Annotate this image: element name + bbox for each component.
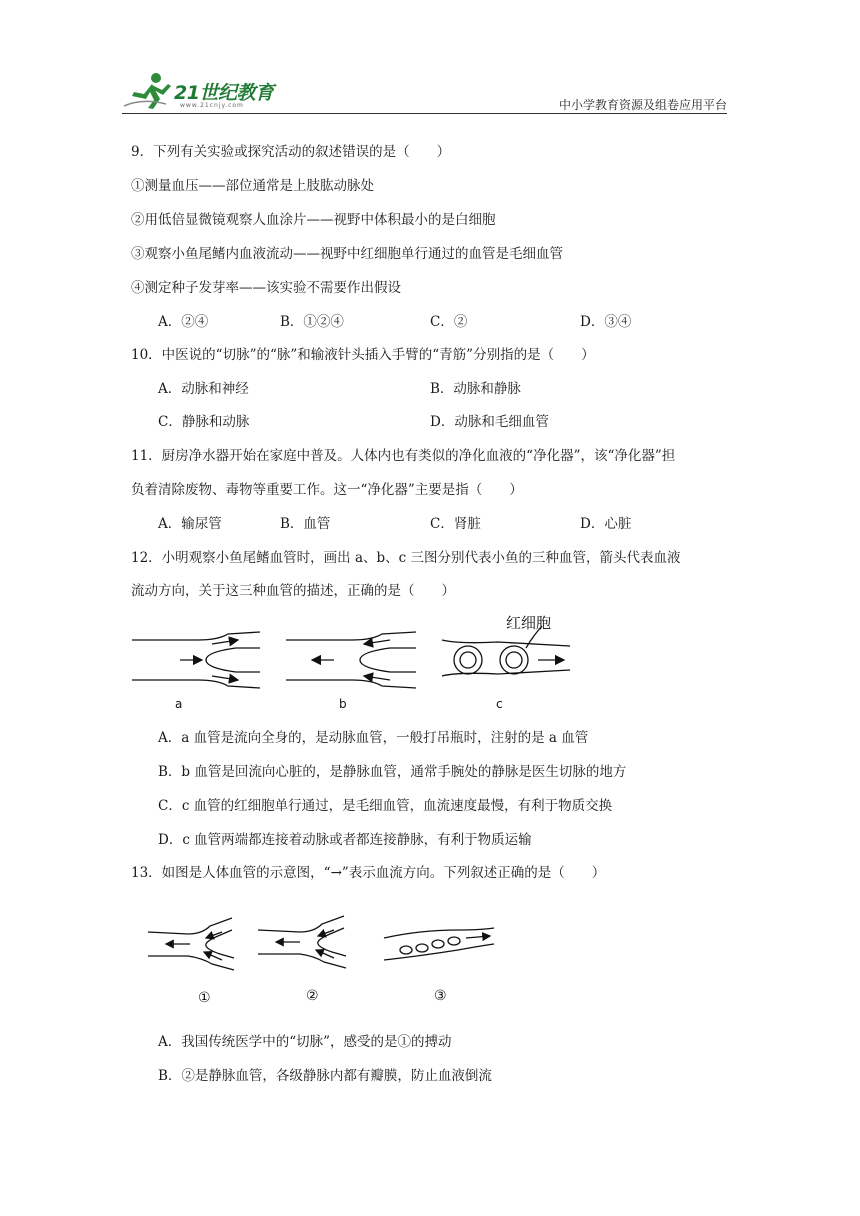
rbc-label: 红细胞 [506, 614, 552, 632]
q10-stem: 10．中医说的“切脉”的“脉”和输液针头插入手臂的“青筋”分别指的是（ ） [131, 347, 595, 363]
vessel-a-label: a [175, 697, 183, 711]
vessel-a-diagram [132, 632, 260, 688]
q11-stem-line2: 负着清除废物、毒物等重要工作。这一“净化器”主要是指（ ） [131, 482, 523, 498]
q11-stem-line1: 11．厨房净水器开始在家庭中普及。人体内也有类似的净化血液的“净化器”，该“净化器”担 [131, 448, 676, 464]
q10-option-b[interactable]: B．动脉和静脉 [430, 381, 521, 397]
platform-title: 中小学教育资源及组卷应用平台 [558, 98, 727, 112]
q9-item-2: ②用低倍显微镜观察人血涂片——视野中体积最小的是白细胞 [131, 212, 496, 228]
vessel-3-label: ③ [434, 988, 447, 1004]
vessel-b-diagram [286, 632, 416, 688]
vessel-2-diagram [258, 916, 346, 968]
q9-option-c[interactable]: C．② [430, 314, 468, 330]
q13-option-a[interactable]: A．我国传统医学中的“切脉”，感受的是①的搏动 [158, 1034, 452, 1050]
vessel-1-diagram [148, 918, 234, 970]
q10-option-d[interactable]: D．动脉和毛细血管 [430, 414, 549, 430]
q12-stem-line2: 流动方向，关于这三种血管的描述，正确的是（ ） [131, 583, 455, 599]
q12-option-b[interactable]: B．b 血管是回流向心脏的，是静脉血管，通常手腕处的静脉是医生切脉的地方 [158, 764, 627, 780]
q11-option-b[interactable]: B．血管 [280, 516, 331, 532]
q9-stem: 9．下列有关实验或探究活动的叙述错误的是（ ） [131, 144, 451, 160]
q9-item-3: ③观察小鱼尾鳍内血液流动——视野中红细胞单行通过的血管是毛细血管 [131, 246, 563, 262]
q11-option-a[interactable]: A．输尿管 [158, 516, 222, 532]
site-logo [122, 70, 292, 112]
q12-stem-line1: 12．小明观察小鱼尾鳍血管时，画出 a、b、c 三图分别代表小鱼的三种血管，箭头代表血液 [131, 550, 681, 566]
q9-option-b[interactable]: B．①②④ [280, 314, 344, 330]
q9-option-d[interactable]: D．③④ [580, 314, 632, 330]
logo-text: 21世纪教育 [174, 82, 274, 104]
page-header [122, 70, 727, 115]
q10-option-c[interactable]: C．静脉和动脉 [158, 414, 250, 430]
q13-option-b[interactable]: B．②是静脉血管，各级静脉内都有瓣膜，防止血液倒流 [158, 1068, 492, 1084]
q9-item-1: ①测量血压——部位通常是上肢肱动脉处 [131, 178, 374, 194]
q13-figure [140, 912, 510, 1008]
vessel-2-label: ② [306, 988, 319, 1004]
vessel-1-label: ① [198, 990, 211, 1006]
vessel-c-label: c [496, 697, 503, 711]
q12-option-d[interactable]: D．c 血管两端都连接着动脉或者都连接静脉，有利于物质运输 [158, 832, 532, 848]
logo-subtext: www.21cnjy.com [180, 102, 244, 109]
vessel-c-diagram [442, 626, 570, 676]
q13-stem: 13．如图是人体血管的示意图，“→”表示血流方向。下列叙述正确的是（ ） [131, 865, 606, 881]
q9-item-4: ④测定种子发芽率——该实验不需要作出假设 [131, 280, 401, 296]
q11-option-d[interactable]: D．心脏 [580, 516, 632, 532]
vessel-b-label: b [339, 697, 347, 711]
q12-option-c[interactable]: C．c 血管的红细胞单行通过，是毛细血管，血流速度最慢，有利于物质交换 [158, 798, 613, 814]
q12-option-a[interactable]: A．a 血管是流向全身的，是动脉血管，一般打吊瓶时，注射的是 a 血管 [158, 730, 589, 746]
vessel-3-diagram [384, 928, 494, 960]
q12-figure [128, 608, 578, 716]
q11-option-c[interactable]: C．肾脏 [430, 516, 481, 532]
q10-option-a[interactable]: A．动脉和神经 [158, 381, 249, 397]
q9-option-a[interactable]: A．②④ [158, 314, 209, 330]
header-divider [122, 113, 727, 114]
runner-logo-icon [122, 70, 174, 110]
